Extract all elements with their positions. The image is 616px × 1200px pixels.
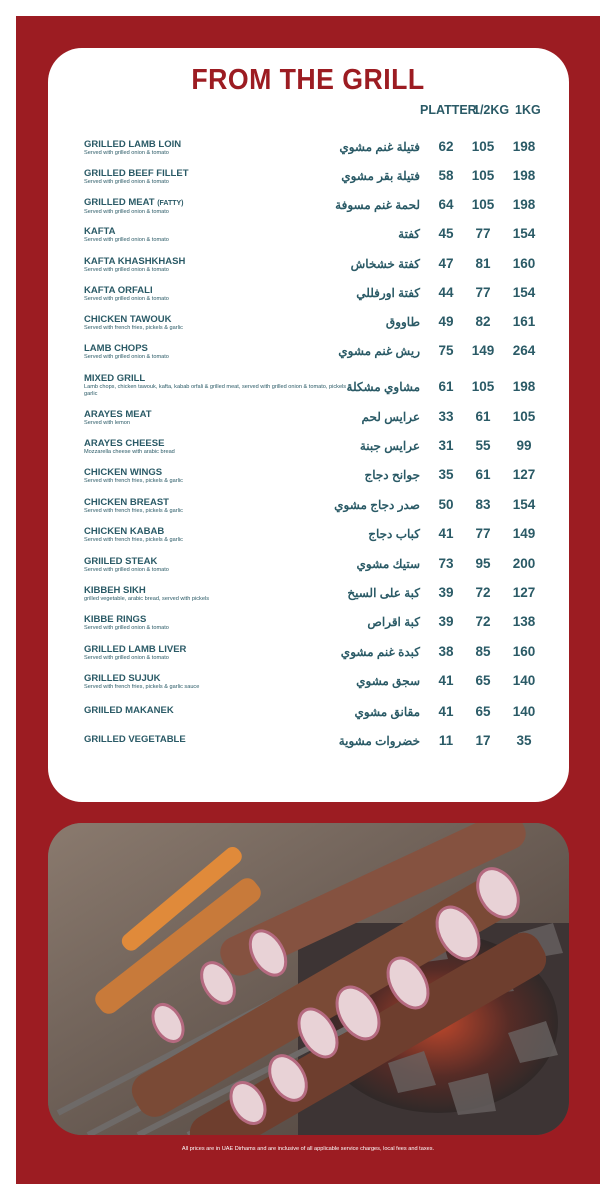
item-arabic-name: كفتة خشخاش <box>350 257 420 271</box>
item-price-platter: 41 <box>438 704 454 719</box>
item-price-half-kg: 81 <box>475 256 491 271</box>
item-english <box>84 644 354 662</box>
item-description: Served with french fries, pickels & garlic <box>84 325 183 331</box>
item-description: Served with grilled onion & tomato <box>84 237 169 243</box>
item-price-half-kg: 83 <box>475 497 491 512</box>
item-name: GRILLED LAMB LIVER <box>84 644 187 655</box>
item-price-1kg: 149 <box>512 526 536 541</box>
item-price-1kg: 127 <box>512 585 536 600</box>
item-price-1kg: 160 <box>512 644 536 659</box>
item-name-wrap <box>84 168 354 179</box>
item-name: CHICKEN KABAB <box>84 526 165 537</box>
item-price-platter: 64 <box>438 197 454 212</box>
item-arabic-name: ستيك مشوي <box>356 557 420 571</box>
item-name: KAFTA ORFALI <box>84 285 153 296</box>
item-description: Served with grilled onion & tomato <box>84 655 169 661</box>
item-price-1kg: 198 <box>512 197 536 212</box>
item-price-1kg: 140 <box>512 704 536 719</box>
price-note: All prices are in UAE Dirhams and are inclusive of all applicable service charges, local fees and taxes. <box>181 1146 435 1152</box>
item-name-wrap <box>84 585 354 596</box>
item-description: Served with french fries, pickels & garlic <box>84 537 183 543</box>
column-header-half-kg: 1/2KG <box>473 103 510 117</box>
item-english <box>84 497 354 515</box>
item-price-half-kg: 65 <box>475 673 491 688</box>
item-price-half-kg: 105 <box>471 197 495 212</box>
item-arabic-name: كبة اقراص <box>367 615 420 629</box>
item-name: MIXED GRILL <box>84 373 146 384</box>
item-name: GRILLED LAMB LOIN <box>84 139 182 150</box>
item-price-half-kg: 82 <box>475 314 491 329</box>
item-price-half-kg: 105 <box>471 139 495 154</box>
item-name-wrap <box>84 343 354 354</box>
item-description: Served with grilled onion & tomato <box>84 567 169 573</box>
item-price-1kg: 99 <box>516 438 532 453</box>
item-name-wrap <box>84 373 354 384</box>
item-english <box>84 256 354 274</box>
item-english <box>84 343 354 361</box>
item-arabic-name: جوانح دجاج <box>364 468 420 482</box>
item-price-platter: 41 <box>438 673 454 688</box>
item-price-1kg: 154 <box>512 226 536 241</box>
item-name: GRILLED VEGETABLE <box>84 734 186 745</box>
item-price-platter: 49 <box>438 314 454 329</box>
item-english <box>84 409 354 427</box>
item-english <box>84 614 354 632</box>
item-name-wrap <box>84 556 354 567</box>
item-description: grilled vegetable, arabic bread, served with pickels <box>84 596 209 602</box>
item-english <box>84 314 354 332</box>
item-price-1kg: 154 <box>512 285 536 300</box>
item-price-platter: 50 <box>438 497 454 512</box>
item-arabic-name: صدر دجاج مشوي <box>334 498 420 512</box>
item-english <box>84 467 354 485</box>
item-price-platter: 45 <box>438 226 454 241</box>
column-header-platter: PLATTER <box>420 103 477 117</box>
item-name: ARAYES MEAT <box>84 409 152 420</box>
item-name: GRIILED MAKANEK <box>84 705 174 716</box>
item-price-platter: 62 <box>438 139 454 154</box>
item-price-1kg: 154 <box>512 497 536 512</box>
item-price-half-kg: 17 <box>475 733 491 748</box>
item-price-half-kg: 77 <box>475 285 491 300</box>
item-price-1kg: 198 <box>512 379 536 394</box>
item-price-half-kg: 72 <box>475 585 491 600</box>
item-name: GRILLED MEAT <box>84 197 155 208</box>
item-price-1kg: 127 <box>512 467 536 482</box>
item-price-platter: 38 <box>438 644 454 659</box>
item-description: Served with french fries, pickels & garlic sauce <box>84 684 200 690</box>
item-description: Served with grilled onion & tomato <box>84 625 169 631</box>
item-tag: (FATTY) <box>157 200 184 207</box>
item-description: Served with grilled onion & tomato <box>84 150 169 156</box>
item-description: Served with french fries, pickels & garlic <box>84 508 183 514</box>
item-description: Served with grilled onion & tomato <box>84 179 169 185</box>
item-name-wrap <box>84 497 354 508</box>
item-arabic-name: سجق مشوي <box>356 674 420 688</box>
item-name: KAFTA <box>84 226 116 237</box>
item-arabic-name: عرايس جبنة <box>359 439 420 453</box>
item-english <box>84 373 354 398</box>
item-name-wrap <box>84 673 354 684</box>
item-price-1kg: 198 <box>512 168 536 183</box>
item-english <box>84 168 354 186</box>
item-name-wrap <box>84 438 354 449</box>
item-name: GRIILED STEAK <box>84 556 158 567</box>
item-price-platter: 33 <box>438 409 454 424</box>
item-english <box>84 139 354 157</box>
item-name: KIBBEH SIKH <box>84 585 146 596</box>
item-name-wrap <box>84 614 354 625</box>
item-price-half-kg: 149 <box>471 343 495 358</box>
item-arabic-name: كبة على السيخ <box>347 586 420 600</box>
item-price-platter: 47 <box>438 256 454 271</box>
item-description: Served with lemon <box>84 420 131 426</box>
item-price-1kg: 105 <box>512 409 536 424</box>
item-price-half-kg: 77 <box>475 226 491 241</box>
item-price-platter: 58 <box>438 168 454 183</box>
item-name: ARAYES CHEESE <box>84 438 165 449</box>
item-name-wrap <box>84 467 354 478</box>
item-name: LAMB CHOPS <box>84 343 148 354</box>
item-english <box>84 197 354 216</box>
item-name: KAFTA KHASHKHASH <box>84 256 186 267</box>
column-header-1kg: 1KG <box>515 103 541 117</box>
item-name-wrap <box>84 285 354 296</box>
item-arabic-name: كفتة <box>398 227 420 241</box>
item-arabic-name: كباب دجاج <box>368 527 420 541</box>
item-name-wrap <box>84 314 354 325</box>
item-price-half-kg: 61 <box>475 467 491 482</box>
item-price-half-kg: 105 <box>471 168 495 183</box>
item-name-wrap <box>84 705 354 716</box>
item-name: CHICKEN TAWOUK <box>84 314 172 325</box>
item-price-1kg: 35 <box>516 733 532 748</box>
item-price-1kg: 140 <box>512 673 536 688</box>
item-price-half-kg: 85 <box>475 644 491 659</box>
item-price-half-kg: 72 <box>475 614 491 629</box>
item-english <box>84 673 354 691</box>
item-arabic-name: فتيلة بقر مشوي <box>341 169 420 183</box>
item-price-half-kg: 105 <box>471 379 495 394</box>
item-price-half-kg: 65 <box>475 704 491 719</box>
item-name-wrap <box>84 734 354 745</box>
item-description: Lamb chops, chicken tawouk, kafta, kabab orfali & grilled meat, served with grilled onion & tomato, pickels & garlic <box>84 384 352 397</box>
item-description: Served with grilled onion & tomato <box>84 354 169 360</box>
item-name-wrap <box>84 139 354 150</box>
item-description: Served with grilled onion & tomato <box>84 267 169 273</box>
item-price-1kg: 138 <box>512 614 536 629</box>
item-price-platter: 44 <box>438 285 454 300</box>
item-price-half-kg: 61 <box>475 409 491 424</box>
item-arabic-name: لحمة غنم مسوفة <box>335 198 420 212</box>
item-arabic-name: فتيلة غنم مشوي <box>339 140 420 154</box>
item-price-platter: 39 <box>438 614 454 629</box>
item-arabic-name: مقانق مشوي <box>354 705 420 719</box>
item-price-platter: 11 <box>438 733 454 748</box>
item-arabic-name: عرايس لحم <box>361 410 420 424</box>
item-price-platter: 35 <box>438 467 454 482</box>
item-name-wrap <box>84 409 354 420</box>
item-arabic-name: ريش غنم مشوي <box>338 344 420 358</box>
item-english <box>84 556 354 574</box>
item-name-wrap <box>84 644 354 655</box>
item-price-platter: 41 <box>438 526 454 541</box>
item-english <box>84 226 354 244</box>
item-price-1kg: 264 <box>512 343 536 358</box>
item-english <box>84 526 354 544</box>
item-arabic-name: مشاوي مشكلة <box>346 380 420 394</box>
item-price-half-kg: 77 <box>475 526 491 541</box>
item-price-1kg: 160 <box>512 256 536 271</box>
item-name-wrap <box>84 526 354 537</box>
item-name: GRILLED SUJUK <box>84 673 161 684</box>
item-description: Mozzarella cheese with arabic bread <box>84 449 175 455</box>
item-english <box>84 705 354 716</box>
item-price-1kg: 161 <box>512 314 536 329</box>
grill-photo <box>48 823 569 1135</box>
item-price-half-kg: 95 <box>475 556 491 571</box>
item-price-1kg: 200 <box>512 556 536 571</box>
item-description: Served with french fries, pickels & garlic <box>84 478 183 484</box>
item-name-wrap <box>84 256 354 267</box>
item-name-wrap <box>84 197 354 209</box>
item-price-platter: 39 <box>438 585 454 600</box>
item-english <box>84 734 354 745</box>
item-english <box>84 585 354 603</box>
item-arabic-name: طاووق <box>385 315 420 329</box>
item-price-half-kg: 55 <box>475 438 491 453</box>
item-arabic-name: كفتة اورفللي <box>356 286 420 300</box>
item-english <box>84 285 354 303</box>
item-name-wrap <box>84 226 354 237</box>
item-name: CHICKEN BREAST <box>84 497 169 508</box>
item-name: GRILLED BEEF FILLET <box>84 168 189 179</box>
item-price-platter: 31 <box>438 438 454 453</box>
item-name: KIBBE RINGS <box>84 614 147 625</box>
menu-title: FROM THE GRILL <box>191 64 425 96</box>
item-arabic-name: كبدة غنم مشوي <box>340 645 420 659</box>
item-price-platter: 75 <box>438 343 454 358</box>
item-arabic-name: خضروات مشوية <box>338 734 420 748</box>
item-price-platter: 73 <box>438 556 454 571</box>
item-description: Served with grilled onion & tomato <box>84 209 169 215</box>
item-english <box>84 438 354 456</box>
item-description: Served with grilled onion & tomato <box>84 296 169 302</box>
item-name: CHICKEN WINGS <box>84 467 163 478</box>
item-price-platter: 61 <box>438 379 454 394</box>
item-price-1kg: 198 <box>512 139 536 154</box>
